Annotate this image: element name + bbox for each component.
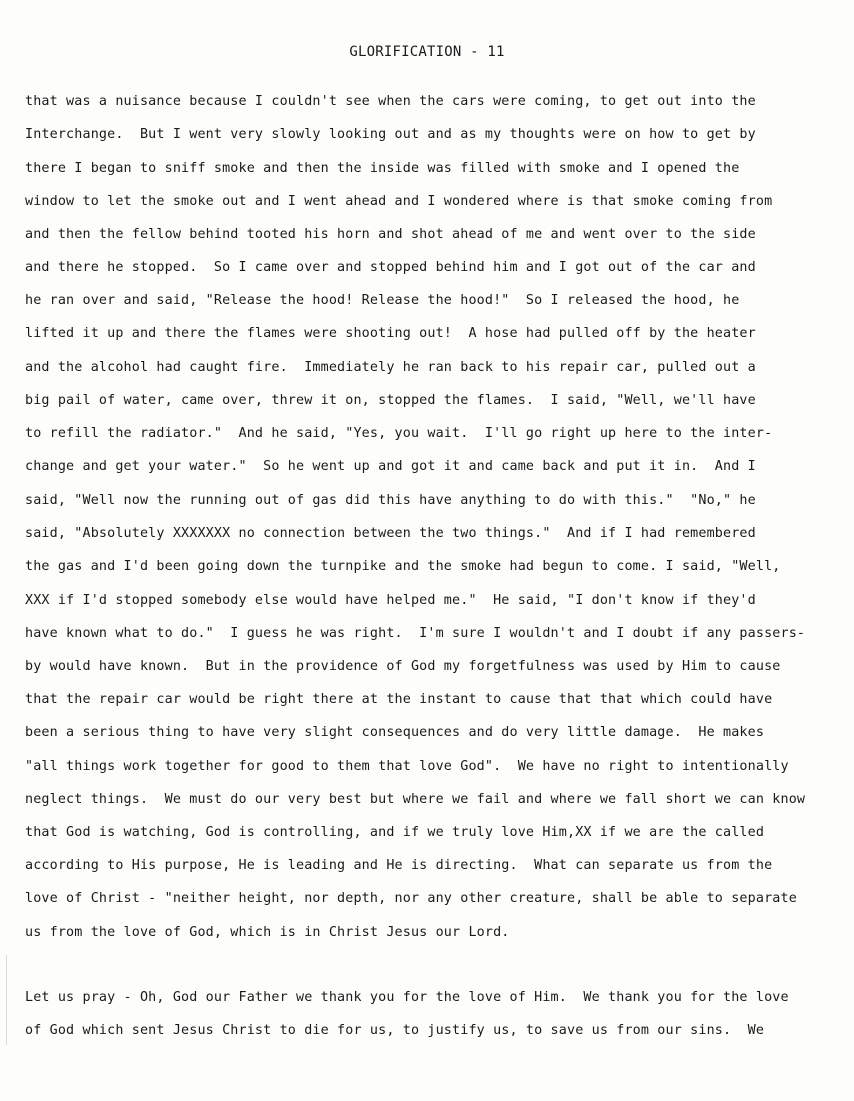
- text-line: that was a nuisance because I couldn't see when the cars were coming, to get out into the: [25, 94, 756, 109]
- text-line: XXX if I'd stopped somebody else would have helped me." He said, "I don't know if they'd: [25, 593, 756, 608]
- text-line: have known what to do." I guess he was right. I'm sure I wouldn't and I doubt if any passers-: [25, 626, 806, 641]
- text-line: and the alcohol had caught fire. Immediately he ran back to his repair car, pulled out a: [25, 360, 756, 375]
- text-line: neglect things. We must do our very best but where we fail and where we fall short we can know: [25, 792, 806, 807]
- text-line: and then the fellow behind tooted his horn and shot ahead of me and went over to the side: [25, 227, 756, 242]
- text-line: that God is watching, God is controlling, and if we truly love Him,XX if we are the called: [25, 825, 765, 840]
- text-line: and there he stopped. So I came over and stopped behind him and I got out of the car and: [25, 260, 756, 275]
- text-line: Interchange. But I went very slowly looking out and as my thoughts were on how to get by: [25, 127, 756, 142]
- prayer-line: of God which sent Jesus Christ to die for us, to justify us, to save us from our sins. We: [25, 1023, 765, 1038]
- text-line: according to His purpose, He is leading and He is directing. What can separate us from the: [25, 858, 773, 873]
- text-line: us from the love of God, which is in Christ Jesus our Lord.: [25, 925, 510, 940]
- text-line: been a serious thing to have very slight consequences and do very little damage. He makes: [25, 725, 765, 740]
- text-line: said, "Absolutely XXXXXXX no connection between the two things." And if I had remembered: [25, 526, 756, 541]
- prayer-line: Let us pray - Oh, God our Father we thank you for the love of Him. We thank you for the love: [25, 990, 789, 1005]
- text-line: lifted it up and there the flames were shooting out! A hose had pulled off by the heater: [25, 326, 756, 341]
- text-line: that the repair car would be right there at the instant to cause that that which could have: [25, 692, 773, 707]
- margin-scan-mark: [6, 955, 7, 1045]
- text-line: he ran over and said, "Release the hood! Release the hood!" So I released the hood, he: [25, 293, 740, 308]
- text-line: "all things work together for good to them that love God". We have no right to intentionally: [25, 759, 789, 774]
- page-header: GLORIFICATION - 11: [349, 44, 505, 60]
- text-line: said, "Well now the running out of gas did this have anything to do with this." "No," he: [25, 493, 756, 508]
- text-line: to refill the radiator." And he said, "Yes, you wait. I'll go right up here to the inter-: [25, 426, 773, 441]
- text-line: there I began to sniff smoke and then the inside was filled with smoke and I opened the: [25, 161, 740, 176]
- text-line: the gas and I'd been going down the turnpike and the smoke had begun to come. I said, "Well,: [25, 559, 781, 574]
- text-line: change and get your water." So he went up and got it and came back and put it in. And I: [25, 459, 756, 474]
- text-line: big pail of water, came over, threw it on, stopped the flames. I said, "Well, we'll have: [25, 393, 756, 408]
- text-line: love of Christ - "neither height, nor depth, nor any other creature, shall be able to separate: [25, 891, 797, 906]
- text-line: window to let the smoke out and I went ahead and I wondered where is that smoke coming from: [25, 194, 773, 209]
- text-line: by would have known. But in the providence of God my forgetfulness was used by Him to cause: [25, 659, 781, 674]
